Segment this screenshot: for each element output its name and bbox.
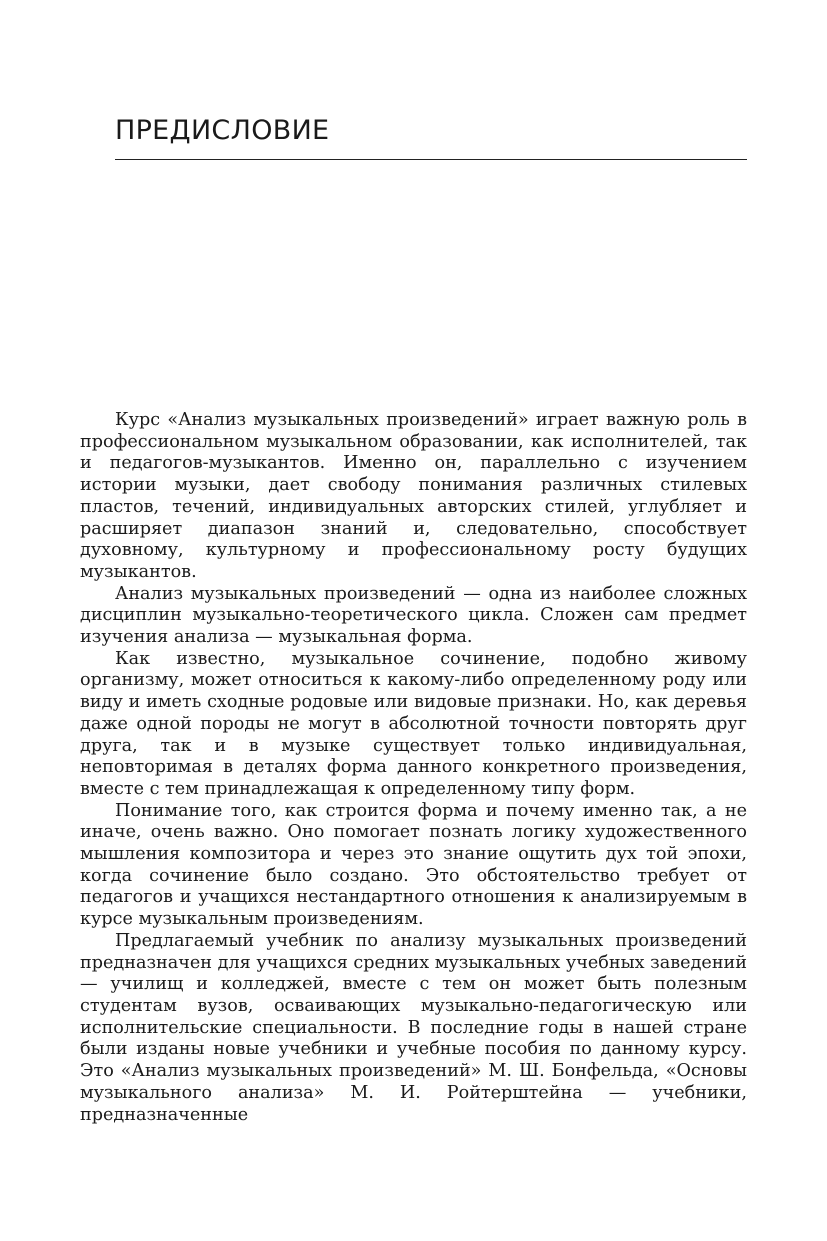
paragraph-2: Анализ музыкальных произведений — одна из наиболее сложных дисциплин музыкально-теоретического цикла. Сложен сам предмет изучения анализа — музыкальная форма.	[80, 583, 747, 648]
paragraph-3: Как известно, музыкальное сочинение, подобно живому организму, может относиться к какому-либо определенному роду или виду и иметь сходные родовые или видовые признаки. Но, как деревья даже одной породы не могут в абсолютной точности повторять друг друга, так и в музыке существует только индивидуальная, неповторимая в деталях форма данного конкретного произведения, вместе с тем принадлежащая к определенному типу форм.	[80, 648, 747, 799]
chapter-heading: ПРЕДИСЛОВИЕ	[115, 115, 330, 146]
heading-rule	[115, 159, 747, 160]
paragraph-5: Предлагаемый учебник по анализу музыкальных произведений предназначен для учащихся средних музыкальных учебных заведений — училищ и колледжей, вместе с тем он может быть полезным студентам вузов, осваивающих музыкально-педагогическую или исполнительские специальности. В последние годы в нашей стране были изданы новые учебники и учебные пособия по данному курсу. Это «Анализ музыкальных произведений» М. Ш. Бонфельда, «Основы музыкального анализа» М. И. Ройтерштейна — учебники, предназначенные	[80, 930, 747, 1125]
body-text	[80, 410, 747, 1126]
paragraph-4: Понимание того, как строится форма и почему именно так, а не иначе, очень важно. Оно помогает познать логику художественного мышления композитора и через это знание ощутить дух той эпохи, когда сочинение было создано. Это обстоятельство требует от педагогов и учащихся нестандартного отношения к анализируемым в курсе музыкальным произведениям.	[80, 800, 747, 930]
paragraph-1: Курс «Анализ музыкальных произведений» играет важную роль в профессиональном музыкальном образовании, как исполнителей, так и педагогов-музыкантов. Именно он, параллельно с изучением истории музыки, дает свободу понимания различных стилевых пластов, течений, индивидуальных авторских стилей, углубляет и расширяет диапазон знаний и, следовательно, способствует духовному, культурному и профессиональному росту будущих музыкантов.	[80, 410, 747, 582]
